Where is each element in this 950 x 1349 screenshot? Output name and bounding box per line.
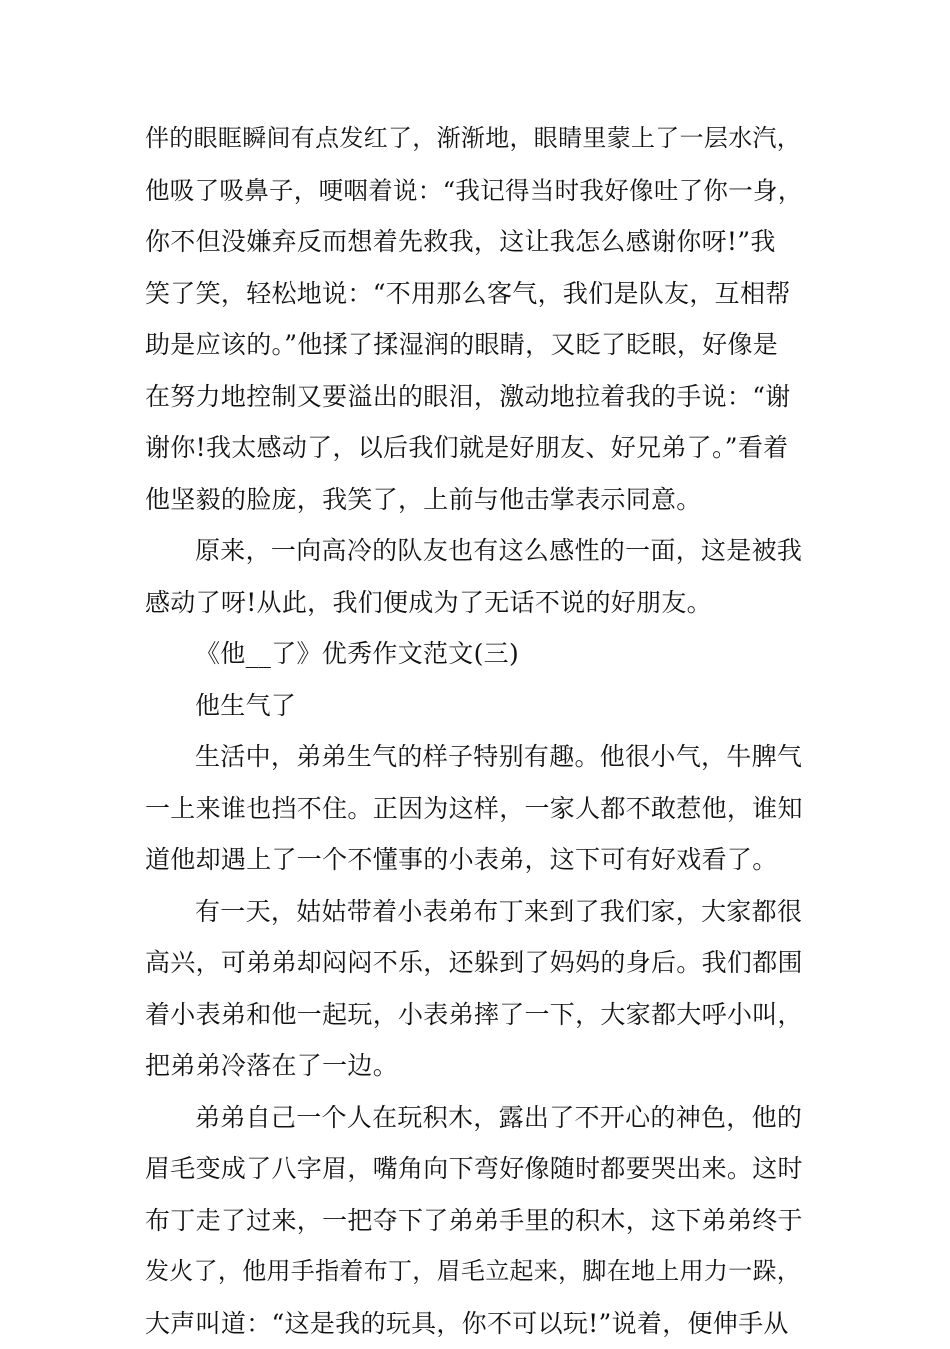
- text-line: 眉毛变成了八字眉，嘴角向下弯好像随时都要哭出来。这时: [145, 1143, 810, 1195]
- paragraph-start-line: 有一天，姑姑带着小表弟布丁来到了我们家，大家都很: [145, 886, 810, 938]
- text-line: 在努力地控制又要溢出的眼泪，激动地拉着我的手说：“谢: [145, 371, 810, 423]
- body-text: [145, 113, 810, 1349]
- text-line: 高兴，可弟弟却闷闷不乐，还躲到了妈妈的身后。我们都围: [145, 937, 810, 989]
- text-line: 他坚毅的脸庞，我笑了，上前与他击掌表示同意。: [145, 474, 810, 526]
- section-title: 《他__了》优秀作文范文(三): [145, 628, 810, 680]
- text-line: 着小表弟和他一起玩，小表弟摔了一下，大家都大呼小叫，: [145, 989, 810, 1041]
- text-line: 布丁走了过来，一把夺下了弟弟手里的积木，这下弟弟终于: [145, 1195, 810, 1247]
- text-line: 道他却遇上了一个不懂事的小表弟，这下可有好戏看了。: [145, 834, 810, 886]
- text-line: 助是应该的。”他揉了揉湿润的眼睛，又眨了眨眼，好像是: [145, 319, 810, 371]
- text-line: 伴的眼眶瞬间有点发红了，渐渐地，眼睛里蒙上了一层水汽，: [145, 113, 810, 165]
- text-line: 一上来谁也挡不住。正因为这样，一家人都不敢惹他，谁知: [145, 783, 810, 835]
- text-line: 感动了呀!从此，我们便成为了无话不说的好朋友。: [145, 577, 810, 629]
- text-line: 大声叫道：“这是我的玩具，你不可以玩!”说着，便伸手从: [145, 1298, 810, 1349]
- text-line: 你不但没嫌弃反而想着先救我，这让我怎么感谢你呀!”我: [145, 216, 810, 268]
- text-line: 笑了笑，轻松地说：“不用那么客气，我们是队友，互相帮: [145, 268, 810, 320]
- essay-title: 他生气了: [145, 680, 810, 732]
- text-line: 发火了，他用手指着布丁，眉毛立起来，脚在地上用力一跺，: [145, 1246, 810, 1298]
- text-line: 谢你!我太感动了，以后我们就是好朋友、好兄弟了。”看着: [145, 422, 810, 474]
- paragraph-start-line: 原来，一向高冷的队友也有这么感性的一面，这是被我: [145, 525, 810, 577]
- text-line: 把弟弟冷落在了一边。: [145, 1040, 810, 1092]
- paragraph-start-line: 生活中，弟弟生气的样子特别有趣。他很小气，牛脾气: [145, 731, 810, 783]
- text-line: 他吸了吸鼻子，哽咽着说：“我记得当时我好像吐了你一身，: [145, 165, 810, 217]
- paragraph-start-line: 弟弟自己一个人在玩积木，露出了不开心的神色，他的: [145, 1092, 810, 1144]
